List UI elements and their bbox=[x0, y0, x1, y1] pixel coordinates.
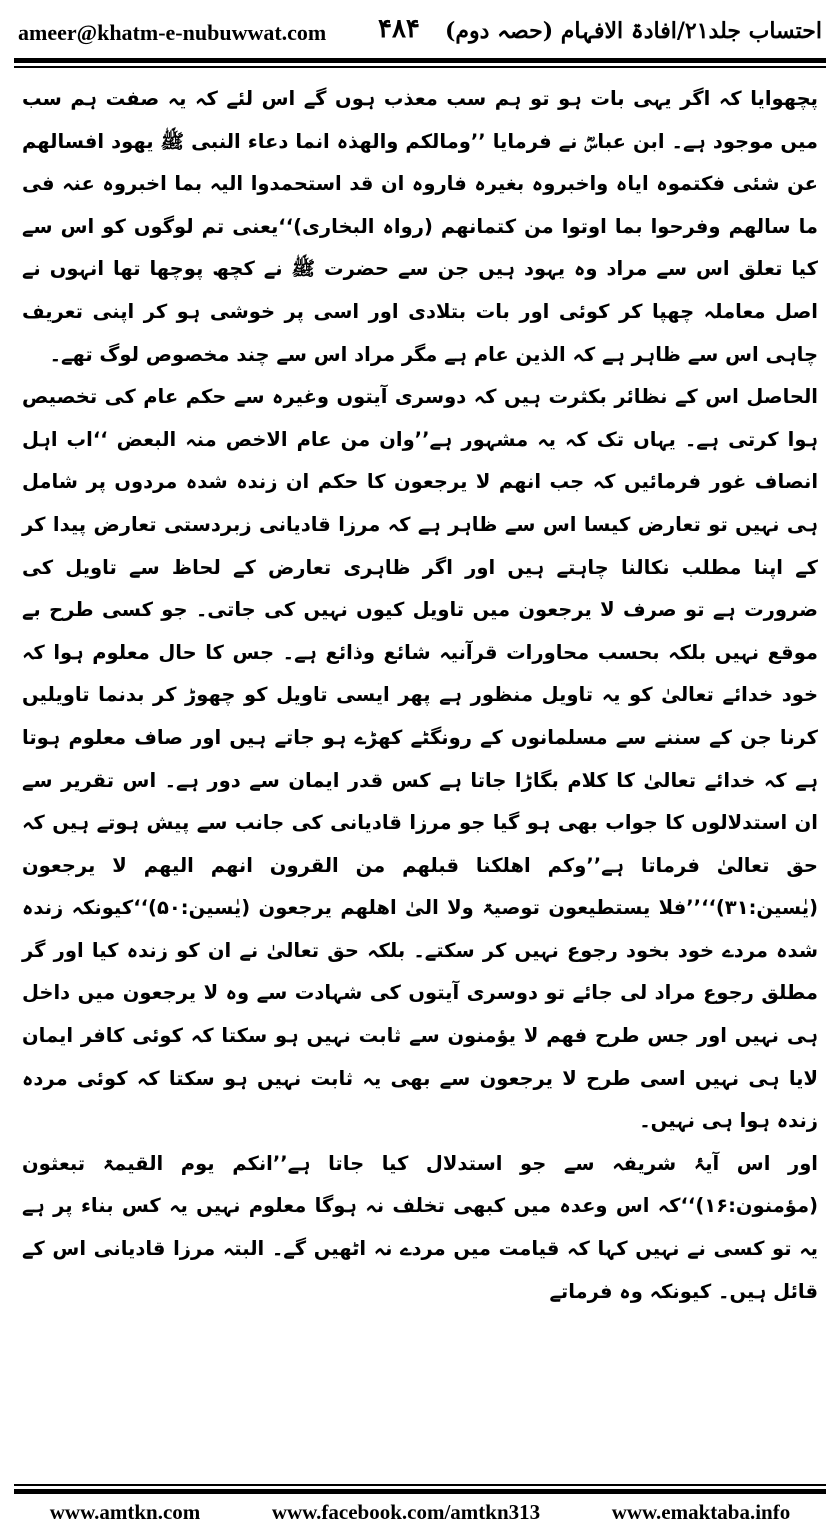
footer-rule-thick bbox=[14, 1489, 826, 1494]
footer-link-facebook[interactable]: www.facebook.com/amtkn313 bbox=[271, 1500, 541, 1524]
page-footer bbox=[14, 1500, 826, 1525]
header-email: ameer@khatm-e-nubuwwat.com bbox=[18, 20, 327, 45]
paragraph-3: اور اس آیۂ شریفہ سے جو استدلال کیا جاتا ہے’’انکم یوم القیمۃ تبعثون (مؤمنون:۱۶)‘‘کہ اس وعدہ میں کبھی تخلف نہ ہوگا معلوم نہیں یہ کس بناء پر ہے یہ تو کسی نے نہیں کہا کہ قیامت میں مردے نہ اٹھیں گے۔ البتہ مرزا قادیانی اس کے قائل ہیں۔ کیونکہ وہ فرماتے bbox=[22, 1151, 818, 1303]
header-rule-thin bbox=[14, 66, 826, 68]
page-number: ۴۸۴ bbox=[378, 14, 420, 44]
footer-link-emaktaba[interactable]: www.emaktaba.info bbox=[611, 1500, 791, 1524]
footer-link-amtkn[interactable]: www.amtkn.com bbox=[49, 1500, 201, 1524]
book-title: احتساب جلد۲۱/افادۃ الافہام (حصہ دوم) bbox=[445, 18, 822, 44]
page-header bbox=[18, 14, 822, 54]
paragraph-1: پچھوایا کہ اگر یہی بات ہو تو ہم سب معذب ہوں گے اس لئے کہ یہ صفت ہم سب میں موجود ہے۔ ابن عباسؓ نے فرمایا ’’ومالکم والھذہ انما دعاء النبی ﷺ یھود افسالھم عن شئی فکتموہ ایاہ واخبروہ بغیرہ فاروہ ان قد استحمدوا الیہ بما اخبروہ عنہ فی ما سالھم وفرحوا بما اوتوا من کتمانھم (رواہ البخاری)‘‘یعنی تم لوگوں کو اس سے کیا تعلق اس سے مراد وہ یہود ہیں جن سے حضرت ﷺ نے کچھ پوچھا تھا انہوں نے اصل معاملہ چھپا کر کوئی اور بات بتلادی اور اسی پر خوشی ہو کر اپنی تعریف چاہی اس سے ظاہر ہے کہ الذین عام ہے مگر مراد اس سے چند مخصوص لوگ تھے۔ bbox=[22, 87, 818, 366]
header-rule-thick bbox=[14, 58, 826, 63]
paragraph-2: الحاصل اس کے نظائر بکثرت ہیں کہ دوسری آیتوں وغیرہ سے حکم عام کی تخصیص ہوا کرتی ہے۔ یہاں تک کہ یہ مشہور ہے’’وان من عام الاخص منہ البعض ‘‘اب اہل انصاف غور فرمائیں کہ جب انھم لا یرجعون کا حکم ان زندہ شدہ مردوں پر شامل ہی نہیں تو تعارض کیسا اس سے ظاہر ہے کہ مرزا قادیانی زبردستی تعارض پیدا کر کے اپنا مطلب نکالنا چاہتے ہیں اور اگر ظاہری تعارض کے لحاظ سے تاویل کی ضرورت ہے تو صرف لا یرجعون میں تاویل کیوں نہیں کی جاتی۔ جو کسی طرح بے موقع نہیں بلکہ بحسب محاورات قرآنیہ شائع وذائع ہے۔ جس کا حال معلوم ہوا کہ خود خدائے تعالیٰ کو یہ تاویل منظور ہے پھر ایسی تاویل کو چھوڑ کر بدنما تاویلیں کرنا جن کے سننے سے مسلمانوں کے رونگٹے کھڑے ہو جاتے ہیں اور صاف معلوم ہوتا ہے کہ خدائے تعالیٰ کا کلام بگاڑا جاتا ہے کس قدر ایمان سے دور ہے۔ اس تقریر سے ان استدلالوں کا جواب بھی ہو گیا جو مرزا قادیانی کی جانب سے پیش ہوتے ہیں کہ حق تعالیٰ فرماتا ہے’’وکم اھلکنا قبلھم من القرون انھم الیھم لا یرجعون (یٰسین:۳۱)‘‘’’فلا یستطیعون توصیۃ ولا الیٰ اھلھم یرجعون (یٰسین:۵۰)‘‘کیونکہ زندہ شدہ مردے خود بخود رجوع نہیں کر سکتے۔ بلکہ حق تعالیٰ نے ان کو زندہ کیا اور گر مطلق رجوع مراد لی جائے تو دوسری آیتوں کی شہادت سے وہ لا یرجعون میں داخل ہی نہیں اور جس طرح فھم لا یؤمنون سے ثابت نہیں ہو سکتا کہ کوئی کافر ایمان لایا ہی نہیں اسی طرح لا یرجعون سے بھی یہ ثابت نہیں ہو سکتا کہ کوئی مردہ زندہ ہوا ہی نہیں۔ bbox=[22, 385, 818, 1133]
footer-rule-thin bbox=[14, 1484, 826, 1486]
page-body bbox=[22, 78, 818, 1313]
